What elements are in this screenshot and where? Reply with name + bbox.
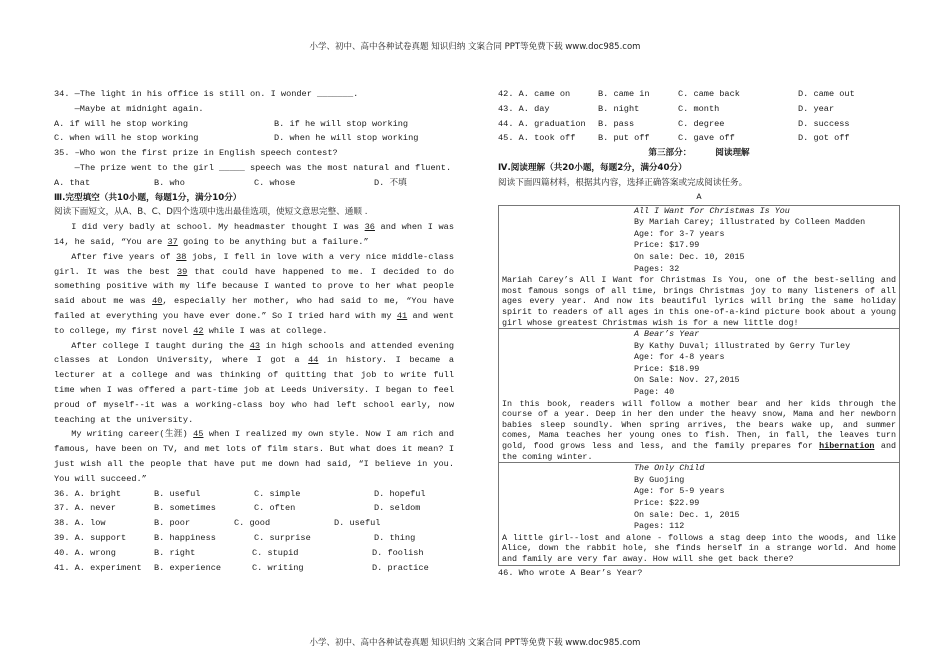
blank-39: 39: [177, 266, 188, 277]
q37-options: [54, 501, 454, 516]
book-description: A little girl--lost and alone - follows a stag deep into the woods, and like Alice, down the rabbit hole, she finds herself in a strange world. And home and family are very far away. How will she get back there?: [502, 532, 896, 564]
book-title: A Bear’s Year: [634, 329, 700, 340]
q42-option-a[interactable]: 42. A. came on: [498, 89, 571, 99]
blank-38: 38: [176, 251, 187, 262]
page-footer: 小学、初中、高中各种试卷真题 知识归纳 文案合同 PPT等免费下载 www.doc985.com: [309, 638, 641, 648]
q37-option-c[interactable]: C. often: [254, 503, 296, 514]
q41-options: [54, 561, 454, 576]
q42-options: [498, 87, 900, 102]
q43-options: [498, 102, 900, 117]
q34-option-a[interactable]: A. if will he stop working: [54, 118, 189, 129]
section3-title: Ⅲ.完型填空（共10小题，每题1分，满分10分）: [54, 192, 242, 203]
q41-option-b[interactable]: B. experience: [154, 562, 222, 573]
left-column: [54, 87, 454, 575]
book-pages: Pages: 112: [634, 521, 685, 532]
book-sale-date: On sale: Dec. 1, 2015: [634, 509, 740, 520]
q40-options: [54, 546, 454, 561]
book-sale-date: On sale: Dec. 10, 2015: [634, 251, 745, 262]
book-author: By Kathy Duval; illustrated by Gerry Turley: [634, 340, 851, 351]
q35-option-b[interactable]: B. who: [154, 177, 185, 188]
q35-option-c[interactable]: C. whose: [254, 177, 296, 188]
book-description: Mariah Carey’s All I Want for Christmas Is You, one of the best-selling and most famous songs of all time, brings Christmas joy to many listeners of all ages every year. And now its beautiful lyrics will bring the same holiday spirit to readers of all ages in this one-of-a-kind picture book about a young girl whose greatest Christmas wish is for a new little dog!: [502, 275, 896, 328]
q35-option-a[interactable]: A. that: [54, 177, 91, 188]
blank-41: 41: [396, 310, 408, 321]
book-sale-date: On Sale: Nov. 27,2015: [634, 375, 740, 386]
section4-instructions: 阅读下面四篇材料，根据其内容，选择正确答案或完成阅读任务。: [498, 177, 748, 188]
q44-options: [498, 117, 900, 132]
q39-options: [54, 531, 454, 546]
q38-option-a[interactable]: 38. A. low: [54, 518, 106, 529]
book-price: Price: $17.99: [634, 240, 700, 251]
q45-option-a[interactable]: 45. A. took off: [498, 133, 576, 144]
q36-option-b[interactable]: B. useful: [154, 488, 201, 499]
book-description: In this book, readers will follow a mother bear and her kids through the course of a year. Deep in her den under the heavy snow, Mama and her newborn babies sleep soundly. When spring arrives, the bears wake up, and summer comes, Mama teaches her young ones to fish. Then, in fall, the leaves turn gold, food grows less and less, and the family prepares for hibernation and the coming winter.: [502, 398, 896, 462]
q44-option-d[interactable]: D. success: [798, 118, 850, 129]
q44-option-a[interactable]: 44. A. graduation: [498, 118, 586, 129]
q41-option-d[interactable]: D. practice: [372, 562, 429, 573]
q38-option-c[interactable]: C. good: [234, 518, 271, 529]
q41-option-c[interactable]: C. writing: [252, 562, 304, 573]
passage-label: A: [696, 191, 702, 202]
q41-option-a[interactable]: 41. A. experiment: [54, 562, 142, 573]
q39-option-b[interactable]: B. happiness: [154, 532, 216, 543]
q45-options: [498, 131, 900, 146]
q43-option-c[interactable]: C. month: [678, 103, 720, 114]
q46-stem: 46. Who wrote A Bear’s Year?: [498, 567, 643, 578]
q40-option-b[interactable]: B. right: [154, 547, 196, 558]
q35-options: [54, 176, 454, 191]
book-pages: Page: 40: [634, 387, 675, 398]
book-title: The Only Child: [634, 463, 705, 474]
section4-title: Ⅳ.阅读理解（共20小题，每题2分，满分40分）: [498, 162, 687, 173]
cloze-paragraph-4: My writing career(生涯) 45 when I realized my own style. Now I am rich and famous, have been on TV, and met lots of film stars. But what does it mean? I just wish all the people that have put me down had said, “I believe in you. You will succeed.”: [54, 429, 454, 484]
book-3: [499, 463, 899, 564]
q34-options-row1: [54, 117, 454, 132]
book-1: [499, 206, 899, 330]
q43-option-b[interactable]: B. night: [598, 103, 640, 114]
right-column: [498, 87, 900, 580]
q35-option-d[interactable]: D. 不填: [374, 177, 407, 188]
book-title: All I Want for Christmas Is You: [634, 205, 790, 216]
q36-option-d[interactable]: D. hopeful: [374, 488, 426, 499]
page-header: 小学、初中、高中各种试卷真题 知识归纳 文案合同 PPT等免费下载 www.doc985.com: [309, 42, 641, 52]
q38-option-d[interactable]: D. useful: [334, 518, 381, 529]
q40-option-c[interactable]: C. stupid: [252, 547, 299, 558]
q34-option-d[interactable]: D. when he will stop working: [274, 133, 419, 144]
q36-option-a[interactable]: 36. A. bright: [54, 488, 122, 499]
q44-option-c[interactable]: C. degree: [678, 118, 725, 129]
blank-36: 36: [364, 222, 375, 233]
book-pages: Pages: 32: [634, 263, 680, 274]
q35-reply: —The prize went to the girl _____ speech was the most natural and fluent.: [54, 162, 452, 173]
cloze-paragraph-3: After college I taught during the 43 in high schools and attended evening classes at London University, where I got a 44 in history. I became a lecturer at a college and was thinking of quitting that job to write full time when I was offered a part-time job at Leeds University. I began to feel proud of myself--it was a working-class boy who had left school early, now teaching at the university.: [54, 340, 455, 425]
q36-option-c[interactable]: C. simple: [254, 488, 301, 499]
blank-37: 37: [167, 236, 178, 247]
book-2: [499, 329, 899, 463]
q42-option-c[interactable]: C. came back: [678, 89, 740, 99]
q44-option-b[interactable]: B. pass: [598, 118, 635, 129]
book-age: Age: for 3-7 years: [634, 228, 725, 239]
part3-heading: 第三部分： 阅读理解: [648, 148, 750, 159]
blank-43: 43: [249, 340, 261, 351]
blank-44: 44: [308, 355, 319, 366]
blank-42: 42: [193, 325, 204, 336]
q45-option-d[interactable]: D. got off: [798, 133, 850, 144]
q34-options-row2: [54, 131, 454, 146]
cloze-paragraph-1: I did very badly at school. My headmaster thought I was 36 and when I was 14, he said, “You are 37 going to be anything but a failure.”: [54, 222, 454, 247]
q43-option-a[interactable]: 43. A. day: [498, 103, 550, 114]
q34-option-c[interactable]: C. when will he stop working: [54, 133, 199, 144]
keyword-hibernation: hibernation: [819, 441, 875, 452]
q43-option-d[interactable]: D. year: [798, 103, 835, 114]
section3-instructions: 阅读下面短文，从A、B、C、D四个选项中选出最佳选项，使短文意思完整、通顺 .: [54, 207, 368, 218]
blank-45: 45: [193, 429, 204, 440]
q35-stem: 35. –Who won the first prize in English speech contest?: [54, 148, 338, 159]
q36-options: [54, 487, 454, 502]
book-age: Age: for 5-9 years: [634, 486, 725, 497]
q37-option-b[interactable]: B. sometimes: [154, 503, 216, 514]
q38-options: [54, 516, 454, 531]
q34-option-b[interactable]: B. if he will stop working: [274, 118, 409, 129]
q38-option-b[interactable]: B. poor: [154, 518, 191, 529]
q34-stem: 34. —The light in his office is still on. I wonder _______.: [54, 89, 359, 99]
book-list-box: [498, 205, 900, 566]
book-author: By Mariah Carey; illustrated by Colleen Madden: [634, 217, 866, 228]
book-author: By Guojing: [634, 474, 685, 485]
q42-option-d[interactable]: D. came out: [798, 89, 855, 99]
q42-option-b[interactable]: B. came in: [598, 89, 650, 99]
q40-option-a[interactable]: 40. A. wrong: [54, 547, 116, 558]
q39-option-d[interactable]: D. thing: [374, 532, 416, 543]
q37-option-a[interactable]: 37. A. never: [54, 503, 116, 514]
book-price: Price: $18.99: [634, 363, 700, 374]
q39-option-a[interactable]: 39. A. support: [54, 532, 127, 543]
book-age: Age: for 4-8 years: [634, 352, 725, 363]
cloze-paragraph-2: After five years of 38 jobs, I fell in love with a very nice middle-class girl. It was the best 39 that could have happened to me. I decided to do something positive with my life because I wanted to prove to her what people said about me was 40, especially her mother, who had said to me, “You have failed at everything you have ever done.” So I tried hard with my 41 and went to college, my first novel 42 while I was at college.: [54, 251, 455, 336]
q39-option-c[interactable]: C. surprise: [254, 532, 311, 543]
blank-40: 40: [152, 296, 163, 307]
q40-option-d[interactable]: D. foolish: [372, 547, 424, 558]
q45-option-c[interactable]: C. gave off: [678, 133, 735, 144]
q45-option-b[interactable]: B. put off: [598, 133, 650, 144]
q37-option-d[interactable]: D. seldom: [374, 503, 421, 514]
q34-reply: —Maybe at midnight again.: [54, 103, 204, 114]
book-price: Price: $22.99: [634, 498, 700, 509]
